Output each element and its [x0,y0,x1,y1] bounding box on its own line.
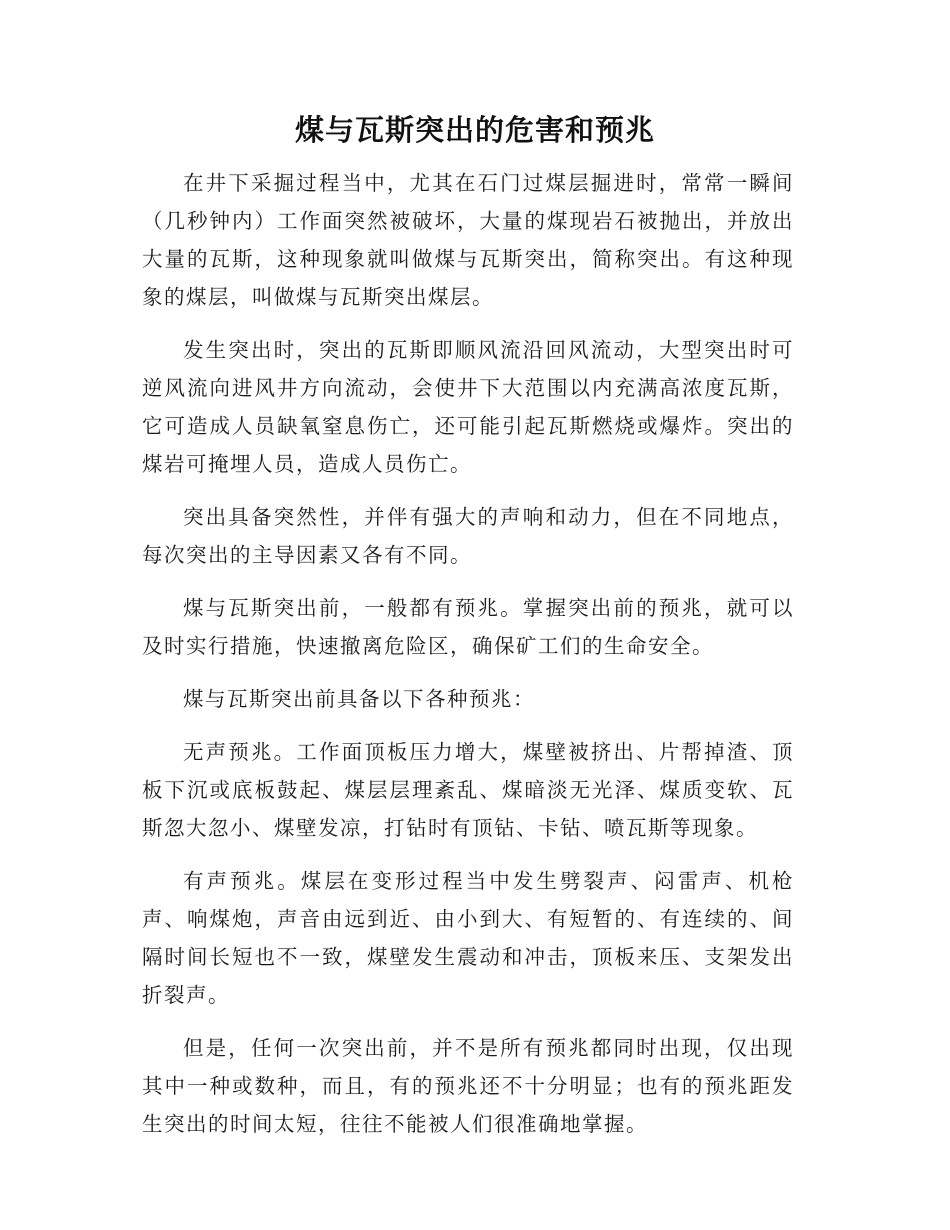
paragraph-audible-signs: 有声预兆。煤层在变形过程当中发生劈裂声、闷雷声、机枪声、响煤炮，声音由远到近、由小到大、有短暂的、有连续的、间隔时间长短也不一致，煤壁发生震动和冲击，顶板来压、支架发出折裂声。 [142,869,794,1007]
paragraph-caveat: 但是，任何一次突出前，并不是所有预兆都同时出现，仅出现其中一种或数种，而且，有的预兆还不十分明显；也有的预兆距发生突出的时间太短，往往不能被人们很准确地掌握。 [142,1036,794,1136]
paragraph-suddenness: 突出具备突然性，并伴有强大的声响和动力，但在不同地点，每次突出的主导因素又各有不同。 [142,505,794,567]
paragraph-definition: 在井下采掘过程当中，尤其在石门过煤层掘进时，常常一瞬间（几秒钟内）工作面突然被破坏，大量的煤现岩石被抛出，并放出大量的瓦斯，这种现象就叫做煤与瓦斯突出，简称突出。有这种现象的煤层，叫做煤与瓦斯突出煤层。 [142,171,794,309]
document-title: 煤与瓦斯突出的危害和预兆 [294,113,655,147]
document-body [142,164,794,1158]
paragraph-warning-signs-intro: 煤与瓦斯突出前，一般都有预兆。掌握突出前的预兆，就可以及时实行措施，快速撤离危险区，确保矿工们的生命安全。 [142,596,794,658]
paragraph-hazards: 发生突出时，突出的瓦斯即顺风流沿回风流动，大型突出时可逆风流向进风井方向流动，会使井下大范围以内充满高浓度瓦斯，它可造成人员缺氧窒息伤亡，还可能引起瓦斯燃烧或爆炸。突出的煤岩可掩埋人员，造成人员伤亡。 [142,338,794,476]
paragraph-silent-signs: 无声预兆。工作面顶板压力增大，煤壁被挤出、片帮掉渣、顶板下沉或底板鼓起、煤层层理紊乱、煤暗淡无光泽、煤质变软、瓦斯忽大忽小、煤壁发凉，打钻时有顶钻、卡钻、喷瓦斯等现象。 [142,740,794,840]
paragraph-warning-signs-lead: 煤与瓦斯突出前具备以下各种预兆： [183,687,535,711]
